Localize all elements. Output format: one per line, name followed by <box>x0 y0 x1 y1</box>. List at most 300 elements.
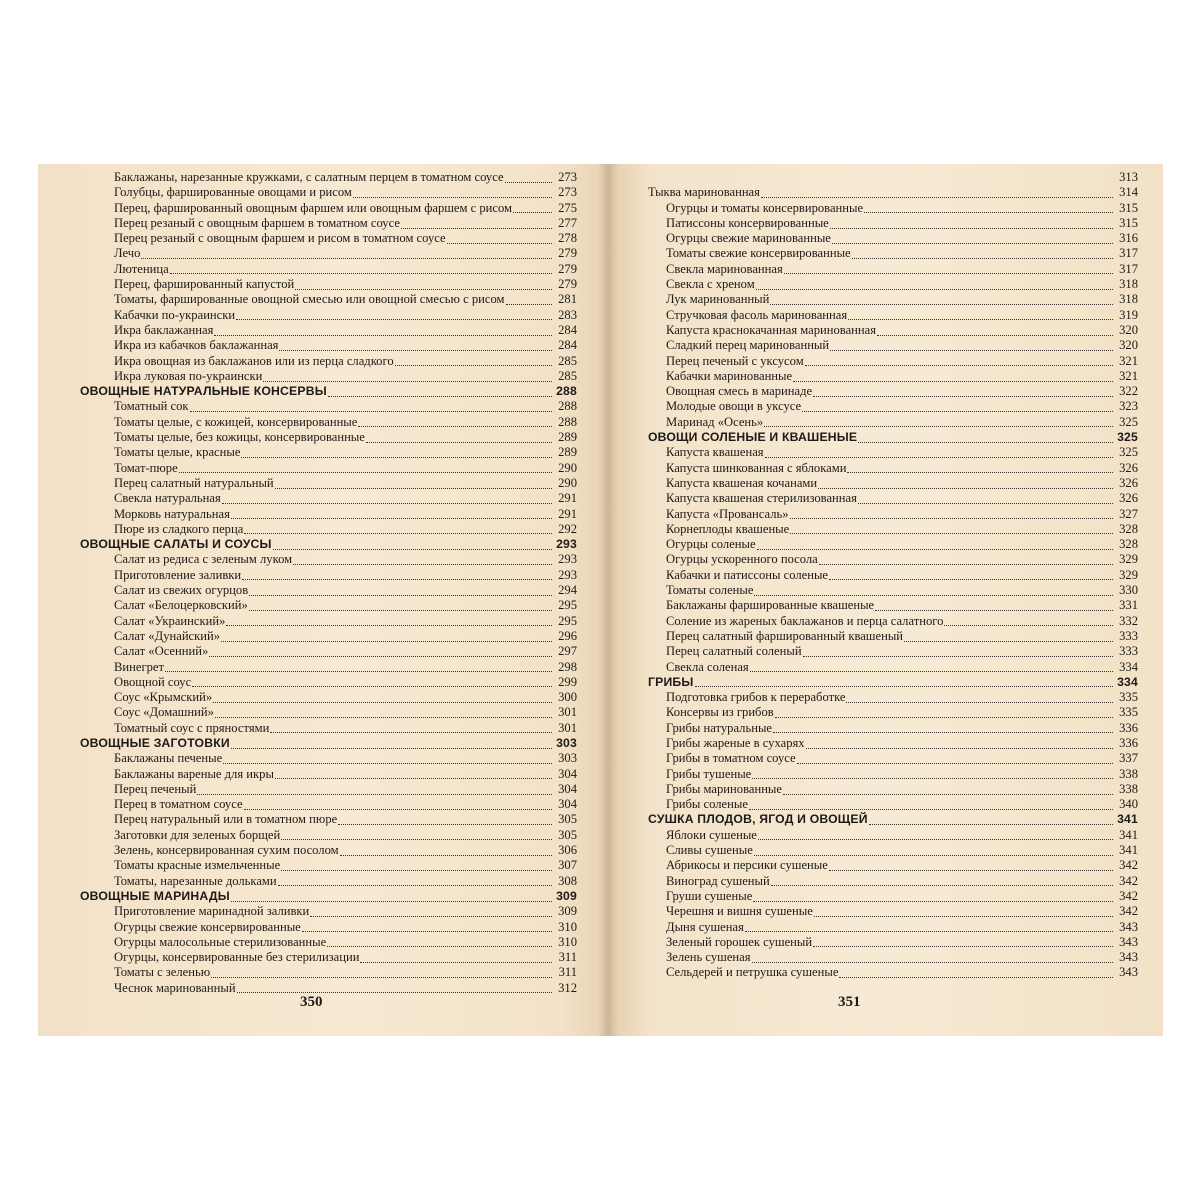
toc-leader-dots <box>771 884 1113 886</box>
toc-entry-page: 288 <box>558 414 577 429</box>
toc-leader-dots <box>869 823 1113 825</box>
toc-entry-title: Перец печеный <box>114 781 197 796</box>
toc-entry-title: Патиссоны консервированные <box>666 215 829 230</box>
toc-entry-page: 301 <box>558 720 577 735</box>
toc-entry-title: ОВОЩНЫЕ МАРИНАДЫ <box>80 888 230 903</box>
toc-entry-title: Салат «Дунайский» <box>114 628 221 643</box>
toc-leader-dots <box>281 869 552 871</box>
toc-entry-title: Перец резаный с овощным фаршем и рисом в томатном соусе <box>114 231 446 246</box>
toc-entry <box>80 690 577 705</box>
toc-entry <box>648 292 1138 307</box>
toc-entry-title: Зелень сушеная <box>666 950 751 965</box>
toc-entry-title: Икра из кабачков баклажанная <box>114 338 279 353</box>
toc-entry-page: 328 <box>1119 537 1138 552</box>
toc-entry-page: 279 <box>558 277 577 292</box>
toc-entry <box>80 614 577 629</box>
toc-entry-title: Томат-пюре <box>114 460 178 475</box>
toc-entry-page: 304 <box>558 781 577 796</box>
toc-entry <box>80 828 577 843</box>
toc-entry-page: 279 <box>558 261 577 276</box>
toc-leader-dots <box>241 456 552 458</box>
toc-entry-title: Сельдерей и петрушка сушеные <box>666 965 839 980</box>
toc-leader-dots <box>275 777 552 779</box>
toc-entry <box>648 476 1138 491</box>
toc-leader-dots <box>353 196 552 198</box>
toc-entry-page: 309 <box>558 904 577 919</box>
toc-entry-page: 341 <box>1119 843 1138 858</box>
toc-entry-title: Груши сушеные <box>666 888 753 903</box>
toc-leader-dots <box>790 517 1113 519</box>
toc-entry-page: 330 <box>1119 583 1138 598</box>
toc-entry-page: 322 <box>1119 384 1138 399</box>
toc-entry-title: Свекла соленая <box>666 659 749 674</box>
toc-entry <box>80 583 577 598</box>
toc-entry <box>648 828 1138 843</box>
toc-entry-page: 284 <box>558 322 577 337</box>
toc-entry-page: 285 <box>558 368 577 383</box>
toc-entry <box>648 384 1138 399</box>
toc-entry-title: ОВОЩНЫЕ ЗАГОТОВКИ <box>80 735 230 750</box>
toc-entry-page: 288 <box>558 399 577 414</box>
toc-entry-title: Салат из свежих огурцов <box>114 583 249 598</box>
right-page-number: 351 <box>838 994 861 1010</box>
toc-entry <box>80 675 577 690</box>
toc-entry <box>648 843 1138 858</box>
toc-entry-page: 321 <box>1119 368 1138 383</box>
toc-leader-dots <box>775 716 1113 718</box>
toc-entry-page: 343 <box>1119 950 1138 965</box>
toc-entry <box>648 767 1138 782</box>
toc-entry-title: Томаты целые, без кожицы, консервированные <box>114 430 365 445</box>
toc-entry-page: 295 <box>558 598 577 613</box>
toc-entry <box>80 170 577 185</box>
toc-entry-page: 323 <box>1119 399 1138 414</box>
toc-entry-title: Капуста «Провансаль» <box>666 506 789 521</box>
toc-entry <box>648 705 1138 720</box>
toc-leader-dots <box>214 334 552 336</box>
toc-entry-title: Соус «Домашний» <box>114 705 214 720</box>
toc-entry-page: 311 <box>558 965 577 980</box>
toc-entry-page: 296 <box>558 628 577 643</box>
toc-section-heading <box>80 736 577 751</box>
toc-entry <box>648 445 1138 460</box>
toc-entry <box>648 797 1138 812</box>
toc-entry-title: Салат «Украинский» <box>114 613 226 628</box>
toc-entry-page: 329 <box>1119 552 1138 567</box>
toc-entry <box>648 399 1138 414</box>
toc-entry-page: 340 <box>1119 797 1138 812</box>
toc-entry <box>80 323 577 338</box>
toc-leader-dots <box>830 227 1113 229</box>
toc-leader-dots <box>231 517 552 519</box>
toc-entry <box>648 461 1138 476</box>
toc-entry-title: Свекла натуральная <box>114 491 221 506</box>
toc-entry <box>80 858 577 873</box>
toc-leader-dots <box>783 793 1113 795</box>
toc-leader-dots <box>784 272 1113 274</box>
toc-entry-title: ГРИБЫ <box>648 674 694 689</box>
toc-entry-page: 306 <box>558 843 577 858</box>
toc-entry <box>80 399 577 414</box>
toc-entry <box>648 583 1138 598</box>
toc-entry <box>648 950 1138 965</box>
toc-entry-page: 327 <box>1119 506 1138 521</box>
toc-leader-dots <box>366 441 552 443</box>
toc-entry-page: 320 <box>1119 322 1138 337</box>
toc-entry <box>80 369 577 384</box>
toc-entry <box>648 323 1138 338</box>
toc-entry-page: 295 <box>558 613 577 628</box>
toc-entry-page: 332 <box>1119 613 1138 628</box>
toc-entry-page: 289 <box>558 430 577 445</box>
toc-entry-title: Грибы натуральные <box>666 720 772 735</box>
toc-entry <box>80 629 577 644</box>
toc-leader-dots <box>270 731 552 733</box>
toc-entry <box>648 522 1138 537</box>
toc-entry-page: 279 <box>558 246 577 261</box>
toc-entry <box>648 308 1138 323</box>
toc-entry-title: Сладкий перец маринованный <box>666 338 830 353</box>
toc-leader-dots <box>806 747 1113 749</box>
toc-leader-dots <box>858 441 1113 443</box>
toc-entry-page: 299 <box>558 674 577 689</box>
toc-entry <box>80 568 577 583</box>
toc-entry <box>648 507 1138 522</box>
toc-leader-dots <box>756 288 1113 290</box>
toc-leader-dots <box>358 425 552 427</box>
toc-entry-title: Приготовление маринадной заливки <box>114 904 310 919</box>
toc-leader-dots <box>753 900 1113 902</box>
toc-leader-dots <box>745 930 1113 932</box>
toc-entry <box>80 812 577 827</box>
toc-entry <box>648 629 1138 644</box>
toc-section-heading <box>648 430 1138 445</box>
toc-entry-page: 308 <box>558 873 577 888</box>
toc-leader-dots <box>752 777 1113 779</box>
toc-entry-title: Салат из редиса с зеленым луком <box>114 552 293 567</box>
toc-leader-dots <box>328 395 552 397</box>
toc-leader-dots <box>904 640 1113 642</box>
toc-leader-dots <box>192 685 552 687</box>
toc-entry-page: 301 <box>558 705 577 720</box>
toc-leader-dots <box>852 257 1113 259</box>
toc-entry-page: 321 <box>1119 353 1138 368</box>
toc-entry-title: Подготовка грибов к переработке <box>666 690 846 705</box>
right-table-of-contents <box>648 170 1138 981</box>
toc-entry-title: Овощная смесь в маринаде <box>666 384 813 399</box>
toc-leader-dots <box>215 716 552 718</box>
toc-entry <box>80 338 577 353</box>
toc-entry-page: 305 <box>558 812 577 827</box>
toc-leader-dots <box>231 747 552 749</box>
toc-entry <box>648 338 1138 353</box>
toc-entry-page: 293 <box>558 567 577 582</box>
toc-entry-title: Перец печеный с уксусом <box>666 353 804 368</box>
toc-entry-page: 311 <box>558 950 577 965</box>
toc-entry <box>648 721 1138 736</box>
toc-entry <box>80 262 577 277</box>
toc-section-heading <box>80 537 577 552</box>
toc-section-heading <box>80 384 577 399</box>
toc-entry-page: 315 <box>1119 215 1138 230</box>
toc-entry <box>80 246 577 261</box>
toc-leader-dots <box>829 578 1113 580</box>
toc-entry <box>648 660 1138 675</box>
toc-entry <box>648 216 1138 231</box>
toc-entry <box>80 292 577 307</box>
toc-entry-page: 319 <box>1119 307 1138 322</box>
toc-leader-dots <box>302 930 552 932</box>
book-gutter <box>598 164 618 1036</box>
toc-entry-title: Баклажаны, нарезанные кружками, с салатным перцем в томатном соусе <box>114 170 504 184</box>
toc-entry <box>80 216 577 231</box>
toc-leader-dots <box>773 731 1113 733</box>
toc-entry-title: Томаты, фаршированные овощной смесью или овощной смесью с рисом <box>114 292 505 307</box>
toc-entry-title: Грибы маринованные <box>666 781 782 796</box>
toc-leader-dots <box>236 318 552 320</box>
toc-leader-dots <box>754 594 1113 596</box>
toc-entry <box>80 935 577 950</box>
toc-entry <box>648 751 1138 766</box>
toc-leader-dots <box>310 915 552 917</box>
toc-entry-title: Томаты, нарезанные дольками <box>114 873 277 888</box>
toc-section-heading <box>648 675 1138 690</box>
toc-leader-dots <box>281 838 552 840</box>
toc-entry-page: 312 <box>558 980 577 995</box>
toc-entry <box>80 644 577 659</box>
toc-entry <box>648 874 1138 889</box>
toc-entry-title: Перец салатный фаршированный квашеный <box>666 628 904 643</box>
toc-entry-page: 291 <box>558 506 577 521</box>
toc-entry <box>648 889 1138 904</box>
toc-leader-dots <box>295 288 552 290</box>
toc-leader-dots <box>244 808 552 810</box>
toc-leader-dots <box>231 900 552 902</box>
toc-leader-dots <box>141 257 552 259</box>
toc-entry-title: Пюре из сладкого перца <box>114 521 244 536</box>
toc-entry-page: 325 <box>1117 430 1138 445</box>
toc-entry <box>648 277 1138 292</box>
toc-leader-dots <box>395 364 552 366</box>
toc-entry-page: 326 <box>1119 491 1138 506</box>
toc-entry-page: 303 <box>558 751 577 766</box>
toc-entry-page: 318 <box>1119 292 1138 307</box>
toc-entry <box>648 644 1138 659</box>
toc-entry-title: Перец резаный с овощным фаршем в томатном соусе <box>114 215 400 230</box>
toc-entry <box>648 935 1138 950</box>
toc-entry <box>80 445 577 460</box>
toc-leader-dots <box>813 395 1113 397</box>
toc-entry-title: Баклажаны вареные для икры <box>114 766 274 781</box>
toc-entry-page: 343 <box>1119 965 1138 980</box>
toc-leader-dots <box>197 793 552 795</box>
toc-entry <box>80 491 577 506</box>
toc-continuation-page <box>648 170 1138 185</box>
toc-leader-dots <box>209 655 552 657</box>
toc-entry <box>648 904 1138 919</box>
toc-entry-page: 316 <box>1119 231 1138 246</box>
toc-leader-dots <box>829 869 1113 871</box>
toc-entry-page: 317 <box>1119 246 1138 261</box>
toc-entry-title: Тыква маринованная <box>648 185 760 200</box>
toc-entry-page: 341 <box>1119 827 1138 842</box>
toc-entry-title: Заготовки для зеленых борщей <box>114 827 281 842</box>
toc-entry-title: Свекла с хреном <box>666 277 755 292</box>
toc-leader-dots <box>513 211 552 213</box>
toc-leader-dots <box>761 196 1113 198</box>
toc-leader-dots <box>858 502 1113 504</box>
toc-leader-dots <box>752 961 1113 963</box>
toc-leader-dots <box>765 456 1113 458</box>
toc-entry-title: Перец натуральный или в томатном пюре <box>114 812 338 827</box>
toc-entry <box>648 552 1138 567</box>
toc-entry-page: 293 <box>556 537 577 552</box>
toc-entry-title: Корнеплоды квашеные <box>666 521 790 536</box>
toc-entry <box>80 461 577 476</box>
toc-leader-dots <box>754 854 1113 856</box>
toc-entry <box>80 981 577 996</box>
toc-entry-page: 342 <box>1119 873 1138 888</box>
toc-entry-title: Кабачки по-украински <box>114 307 236 322</box>
toc-leader-dots <box>839 976 1113 978</box>
toc-entry-title: Соус «Крымский» <box>114 690 213 705</box>
toc-entry-title: Томаты целые, с кожицей, консервированные <box>114 414 358 429</box>
toc-entry-page: 331 <box>1119 598 1138 613</box>
toc-leader-dots <box>340 854 552 856</box>
toc-entry-title: Грибы в томатном соусе <box>666 751 796 766</box>
book-spread <box>38 164 1163 1036</box>
toc-entry-title: Свекла маринованная <box>666 261 783 276</box>
toc-leader-dots <box>249 609 552 611</box>
toc-entry <box>80 660 577 675</box>
toc-entry-title: Икра луковая по-украински <box>114 368 263 383</box>
toc-entry-title: Перец салатный соленый <box>666 644 802 659</box>
toc-leader-dots <box>273 548 552 550</box>
toc-entry-page: 336 <box>1119 720 1138 735</box>
toc-entry-page: 325 <box>1119 414 1138 429</box>
toc-entry <box>80 552 577 567</box>
toc-leader-dots <box>830 349 1113 351</box>
toc-entry-page: 290 <box>558 475 577 490</box>
toc-entry-title: Лечо <box>114 246 141 261</box>
toc-entry-title: ОВОЩНЫЕ САЛАТЫ И СОУСЫ <box>80 537 272 552</box>
toc-entry-page: 305 <box>558 827 577 842</box>
toc-entry-page: 313 <box>1119 170 1138 184</box>
toc-entry-title: Томаты соленые <box>666 583 754 598</box>
toc-entry-title: Капуста шинкованная с яблоками <box>666 460 847 475</box>
toc-entry-page: 328 <box>1119 521 1138 536</box>
toc-leader-dots <box>848 318 1113 320</box>
toc-leader-dots <box>749 808 1113 810</box>
toc-entry <box>648 690 1138 705</box>
toc-entry <box>648 231 1138 246</box>
toc-leader-dots <box>244 532 552 534</box>
toc-entry <box>80 277 577 292</box>
toc-entry-page: 342 <box>1119 904 1138 919</box>
toc-leader-dots <box>279 349 552 351</box>
toc-entry <box>80 354 577 369</box>
toc-leader-dots <box>170 272 552 274</box>
toc-leader-dots <box>695 685 1114 687</box>
left-page <box>38 164 608 1036</box>
toc-entry-page: 314 <box>1119 185 1138 200</box>
toc-entry <box>80 522 577 537</box>
toc-leader-dots <box>864 211 1113 213</box>
toc-entry <box>80 965 577 980</box>
right-page <box>608 164 1163 1036</box>
toc-entry-title: Огурцы малосольные стерилизованные <box>114 934 327 949</box>
toc-entry-title: Томаты целые, красные <box>114 445 241 460</box>
toc-entry-title: Кабачки и патиссоны соленые <box>666 567 829 582</box>
toc-entry-page: 285 <box>558 353 577 368</box>
toc-entry-title: Грибы жареные в сухарях <box>666 735 805 750</box>
toc-entry-page: 329 <box>1119 567 1138 582</box>
toc-entry-page: 315 <box>1119 200 1138 215</box>
toc-entry-title: Абрикосы и персики сушеные <box>666 858 828 873</box>
toc-leader-dots <box>814 915 1113 917</box>
toc-entry-page: 310 <box>558 919 577 934</box>
toc-entry <box>648 246 1138 261</box>
toc-entry-title: Перец, фаршированный капустой <box>114 277 295 292</box>
toc-entry-title: Сливы сушеные <box>666 843 753 858</box>
toc-entry-page: 320 <box>1119 338 1138 353</box>
toc-entry-title: Приготовление заливки <box>114 567 242 582</box>
toc-leader-dots <box>275 487 552 489</box>
toc-entry-page: 310 <box>558 934 577 949</box>
toc-entry-title: Консервы из грибов <box>666 705 774 720</box>
toc-entry <box>80 231 577 246</box>
toc-entry-title: Баклажаны печеные <box>114 751 223 766</box>
toc-entry <box>648 965 1138 980</box>
toc-leader-dots <box>506 303 553 305</box>
toc-entry-title: ОВОЩНЫЕ НАТУРАЛЬНЫЕ КОНСЕРВЫ <box>80 384 327 399</box>
toc-leader-dots <box>249 594 552 596</box>
toc-entry-title: Капуста краснокачанная маринованная <box>666 322 877 337</box>
toc-entry-page: 338 <box>1119 781 1138 796</box>
toc-entry-page: 333 <box>1119 644 1138 659</box>
toc-entry-page: 304 <box>558 797 577 812</box>
toc-entry-page: 275 <box>558 200 577 215</box>
toc-entry-title: Капуста квашеная <box>666 445 764 460</box>
toc-entry-title: Грибы соленые <box>666 797 748 812</box>
toc-entry <box>648 858 1138 873</box>
toc-leader-dots <box>802 410 1113 412</box>
toc-entry-title: Лук маринованный <box>666 292 770 307</box>
toc-entry-title: Виноград сушеный <box>666 873 770 888</box>
toc-entry <box>648 598 1138 613</box>
toc-entry <box>80 598 577 613</box>
toc-leader-dots <box>790 532 1113 534</box>
toc-entry <box>648 491 1138 506</box>
toc-entry-title: Томатный сок <box>114 399 189 414</box>
toc-leader-dots <box>805 364 1113 366</box>
toc-leader-dots <box>293 563 552 565</box>
toc-entry-title: Маринад «Осень» <box>666 414 764 429</box>
toc-entry-title: Огурцы, консервированные без стерилизации <box>114 950 360 965</box>
toc-entry <box>648 614 1138 629</box>
toc-entry-title: Томатный соус с пряностями <box>114 720 270 735</box>
toc-leader-dots <box>877 334 1113 336</box>
toc-entry <box>648 415 1138 430</box>
toc-leader-dots <box>758 838 1113 840</box>
toc-leader-dots <box>750 670 1113 672</box>
toc-entry-title: Капуста квашеная кочанами <box>666 475 818 490</box>
toc-entry-title: Перец в томатном соусе <box>114 797 243 812</box>
toc-entry-page: 338 <box>1119 766 1138 781</box>
toc-entry-page: 289 <box>558 445 577 460</box>
toc-entry <box>80 920 577 935</box>
toc-entry-page: 281 <box>558 292 577 307</box>
